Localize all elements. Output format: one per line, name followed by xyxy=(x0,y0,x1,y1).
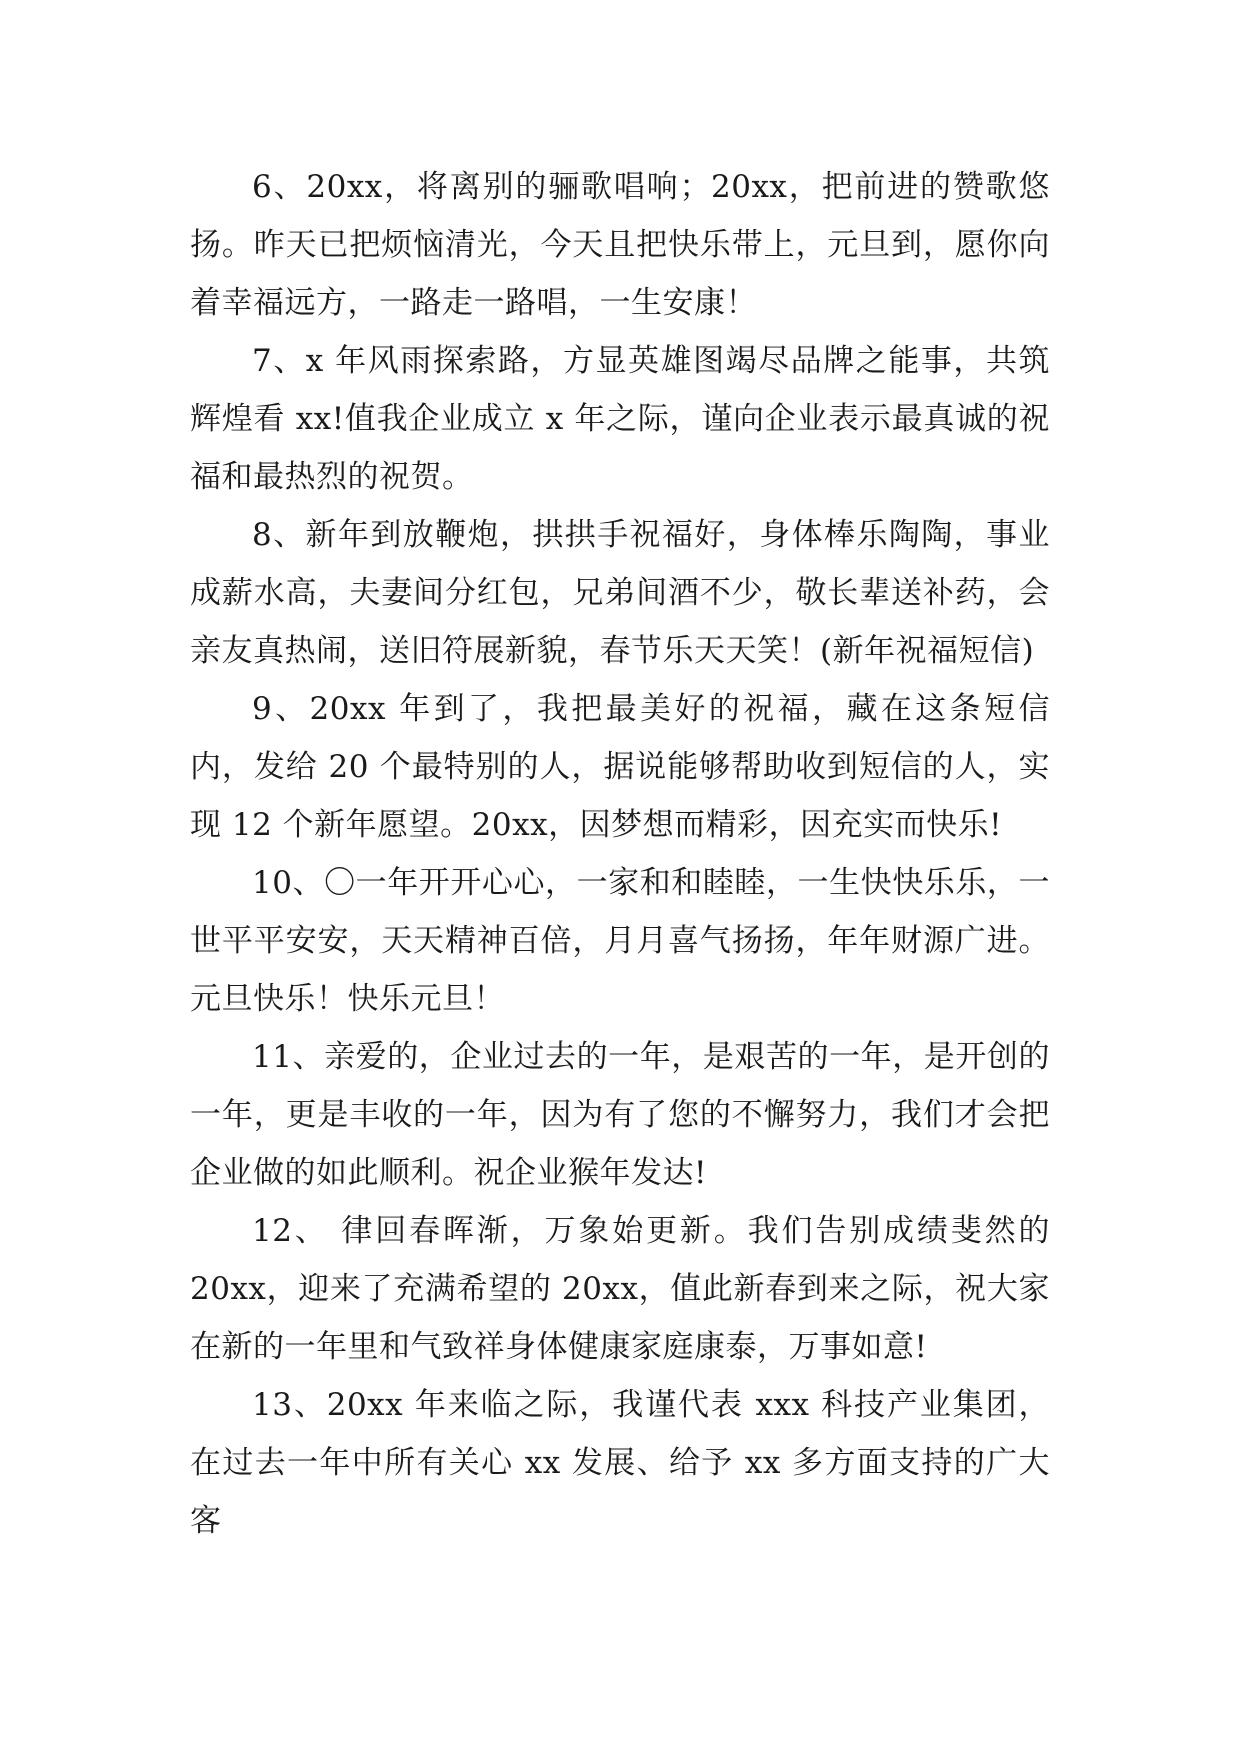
paragraph-13: 13、20xx 年来临之际，我谨代表 xxx 科技产业集团，在过去一年中所有关心 xx 发展、给予 xx 多方面支持的广大客 xyxy=(190,1387,1050,1539)
paragraph-7: 7、x 年风雨探索路，方显英雄图竭尽品牌之能事，共筑辉煌看 xx!值我企业成立 x 年之际，谨向企业表示最真诚的祝福和最热烈的祝贺。 xyxy=(190,343,1050,495)
paragraph-11: 11、亲爱的，企业过去的一年，是艰苦的一年，是开创的一年，更是丰收的一年，因为有了您的不懈努力，我们才会把企业做的如此顺利。祝企业猴年发达! xyxy=(190,1039,1050,1191)
paragraph-8: 8、新年到放鞭炮，拱拱手祝福好，身体棒乐陶陶，事业成薪水高，夫妻间分红包，兄弟间酒不少，敬长辈送补药，会亲友真热闹，送旧符展新貌，春节乐天天笑！(新年祝福短信) xyxy=(190,517,1050,669)
paragraph-9: 9、20xx 年到了，我把最美好的祝福，藏在这条短信内，发给 20 个最特别的人，据说能够帮助收到短信的人，实现 12 个新年愿望。20xx，因梦想而精彩，因充实而快乐! xyxy=(190,691,1050,843)
paragraph-6: 6、20xx，将离别的骊歌唱响；20xx，把前进的赞歌悠扬。昨天已把烦恼清光，今天且把快乐带上，元旦到，愿你向着幸福远方，一路走一路唱，一生安康！ xyxy=(190,169,1050,321)
paragraph-12: 12、 律回春晖渐，万象始更新。我们告别成绩斐然的 20xx，迎来了充满希望的 20xx，值此新春到来之际，祝大家在新的一年里和气致祥身体健康家庭康泰，万事如意! xyxy=(190,1213,1050,1365)
paragraph-10: 10、〇一年开开心心，一家和和睦睦，一生快快乐乐，一世平平安安，天天精神百倍，月月喜气扬扬，年年财源广进。元旦快乐！快乐元旦！ xyxy=(190,865,1050,1017)
document-body xyxy=(190,158,1050,1550)
